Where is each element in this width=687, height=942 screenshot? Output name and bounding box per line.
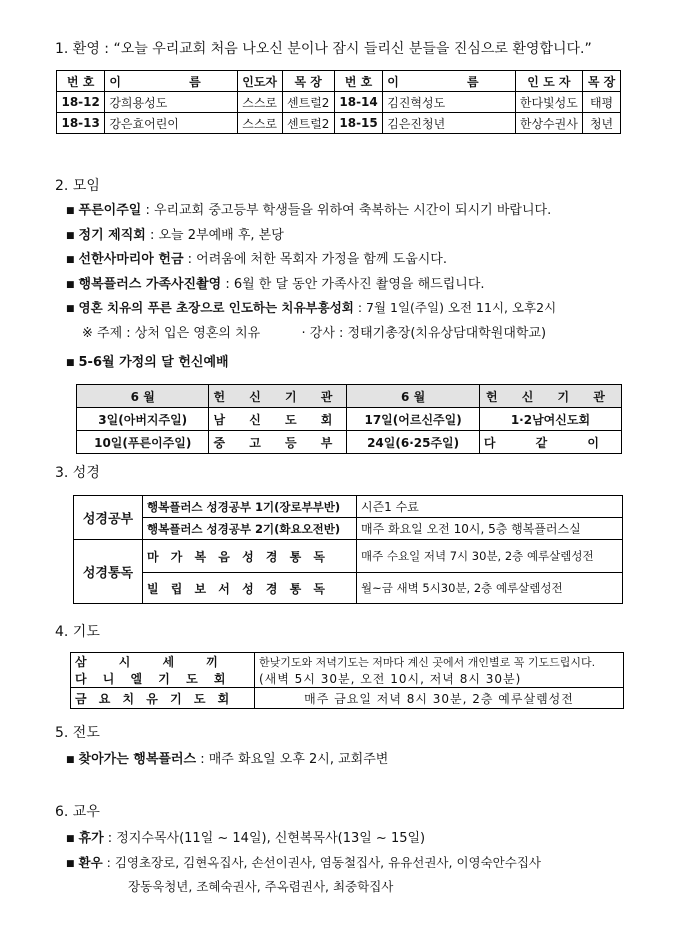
cell: 17일(어르신주일) bbox=[347, 408, 479, 431]
cell: 스스로 bbox=[237, 92, 282, 113]
cell: 강희용성도 bbox=[105, 92, 237, 113]
group-label: 성경통독 bbox=[74, 540, 143, 604]
list-item: ■ 행복플러스 가족사진촬영 : 6월 한 달 동안 가족사진 촬영을 해드립니다. bbox=[66, 277, 485, 292]
square-bullet-icon: ■ bbox=[66, 834, 75, 844]
cell: 1·2남여신도회 bbox=[479, 408, 621, 431]
list-item: ■ 5-6월 가정의 달 헌신예배 bbox=[66, 355, 229, 370]
cell: 강은효어린이 bbox=[105, 113, 237, 134]
section-welcome bbox=[55, 38, 592, 58]
list-item: ■ 정기 제직회 : 오늘 2부예배 후, 본당 bbox=[66, 228, 284, 243]
square-bullet-icon: ■ bbox=[66, 255, 75, 265]
th-group: 목 장 bbox=[282, 71, 334, 92]
event-note: ※ 주제 : 상처 입은 영혼의 치유 · 강사 : 정태기총장(치유상담대학원대학교) bbox=[82, 326, 547, 341]
square-bullet-icon: ■ bbox=[66, 304, 75, 314]
cell: 남 신 도 회 bbox=[209, 408, 347, 431]
welcome-table bbox=[56, 70, 621, 134]
square-bullet-icon: ■ bbox=[66, 280, 75, 290]
prayer-table bbox=[70, 652, 624, 709]
list-item: ■ 영혼 치유의 푸른 초장으로 인도하는 치유부흥성회 : 7월 1일(주일) 오전 11시, 오후2시 bbox=[66, 300, 557, 315]
list-item: ■ 푸른이주일 : 우리교회 중고등부 학생들을 위하여 축복하는 시간이 되시기 바랍니다. bbox=[66, 203, 552, 218]
cell: 다 같 이 bbox=[479, 431, 621, 454]
th-month: 6 월 bbox=[347, 385, 479, 408]
cell: 센트럴2 bbox=[282, 113, 334, 134]
list-item: ■ 찾아가는 행복플러스 : 매주 화요일 오후 2시, 교회주변 bbox=[66, 752, 389, 767]
row-title: 다 니 엘 기 도 회 bbox=[71, 670, 255, 688]
worship-table bbox=[76, 384, 622, 454]
th-no: 번 호 bbox=[334, 71, 382, 92]
list-item: ■ 환우 : 김영초장로, 김현옥집사, 손선이권사, 염동철집사, 유유선권사, 이영숙안수집사 bbox=[66, 855, 541, 870]
row-title: 삼 시 세 끼 bbox=[71, 653, 255, 671]
list-item: ■ 휴가 : 정지수목사(11일 ~ 14일), 신현복목사(13일 ~ 15일) bbox=[66, 831, 426, 846]
section-heading: 5. 전도 bbox=[55, 725, 100, 741]
row-desc: 한낮기도와 저녁기도는 저마다 계신 곳에서 개인별로 꼭 기도드립시다. bbox=[255, 653, 624, 671]
row-title: 행복플러스 성경공부 1기(장로부부반) bbox=[143, 496, 357, 518]
th-leader: 인 도 자 bbox=[515, 71, 583, 92]
cell: 18-12 bbox=[57, 92, 105, 113]
cell: 김은진청년 bbox=[383, 113, 515, 134]
cell: 김진혁성도 bbox=[383, 92, 515, 113]
cell: 18-15 bbox=[334, 113, 382, 134]
th-group: 목 장 bbox=[583, 71, 621, 92]
section-heading: 1. 환영 : bbox=[55, 41, 110, 57]
section-heading: 6. 교우 bbox=[55, 804, 100, 820]
row-title: 행복플러스 성경공부 2기(화요오전반) bbox=[143, 518, 357, 540]
cell: 24일(6·25주일) bbox=[347, 431, 479, 454]
th-month: 6 월 bbox=[77, 385, 209, 408]
cell: 18-14 bbox=[334, 92, 382, 113]
cell: 18-13 bbox=[57, 113, 105, 134]
row-desc: 매주 화요일 오전 10시, 5층 행복플러스실 bbox=[357, 518, 623, 540]
row-title: 금 요 치 유 기 도 회 bbox=[71, 688, 255, 709]
square-bullet-icon: ■ bbox=[66, 358, 75, 368]
cell: 태평 bbox=[583, 92, 621, 113]
group-label: 성경공부 bbox=[74, 496, 143, 540]
cell: 10일(푸른이주일) bbox=[77, 431, 209, 454]
square-bullet-icon: ■ bbox=[66, 206, 75, 216]
row-title: 빌 립 보 서 성 경 통 독 bbox=[143, 573, 357, 604]
list-item-continued: 장동욱청년, 조혜숙권사, 주옥렴권사, 최중학집사 bbox=[128, 879, 394, 894]
th-no: 번 호 bbox=[57, 71, 105, 92]
square-bullet-icon: ■ bbox=[66, 859, 75, 869]
th-org: 헌 신 기 관 bbox=[209, 385, 347, 408]
row-title: 마 가 복 음 성 경 통 독 bbox=[143, 540, 357, 573]
list-item: ■ 선한사마리아 헌금 : 어려움에 처한 목회자 가정을 함께 도웁시다. bbox=[66, 252, 447, 267]
cell: 3일(아버지주일) bbox=[77, 408, 209, 431]
th-org: 헌 신 기 관 bbox=[479, 385, 621, 408]
cell: 스스로 bbox=[237, 113, 282, 134]
cell: 센트럴2 bbox=[282, 92, 334, 113]
row-desc: 매주 수요일 저녁 7시 30분, 2층 예루살렘성전 bbox=[357, 540, 623, 573]
row-desc: 시즌1 수료 bbox=[357, 496, 623, 518]
cell: 청년 bbox=[583, 113, 621, 134]
cell: 중 고 등 부 bbox=[209, 431, 347, 454]
section-heading: 3. 성경 bbox=[55, 465, 100, 481]
th-name: 이 름 bbox=[383, 71, 515, 92]
cell: 한다빛성도 bbox=[515, 92, 583, 113]
cell: 한상수권사 bbox=[515, 113, 583, 134]
th-name: 이 름 bbox=[105, 71, 237, 92]
welcome-quote: “오늘 우리교회 처음 나오신 분이나 잠시 들리신 분들을 진심으로 환영합니다.” bbox=[113, 41, 592, 57]
section-heading: 4. 기도 bbox=[55, 624, 100, 640]
square-bullet-icon: ■ bbox=[66, 231, 75, 241]
th-leader: 인도자 bbox=[237, 71, 282, 92]
bible-table bbox=[73, 495, 623, 604]
row-desc: 매주 금요일 저녁 8시 30분, 2층 예루살렘성전 bbox=[255, 688, 624, 709]
square-bullet-icon: ■ bbox=[66, 755, 75, 765]
row-desc: 월~금 새벽 5시30분, 2층 예루살렘성전 bbox=[357, 573, 623, 604]
section-heading: 2. 모임 bbox=[55, 178, 100, 194]
row-desc: (새벽 5시 30분, 오전 10시, 저녁 8시 30분) bbox=[255, 670, 624, 688]
